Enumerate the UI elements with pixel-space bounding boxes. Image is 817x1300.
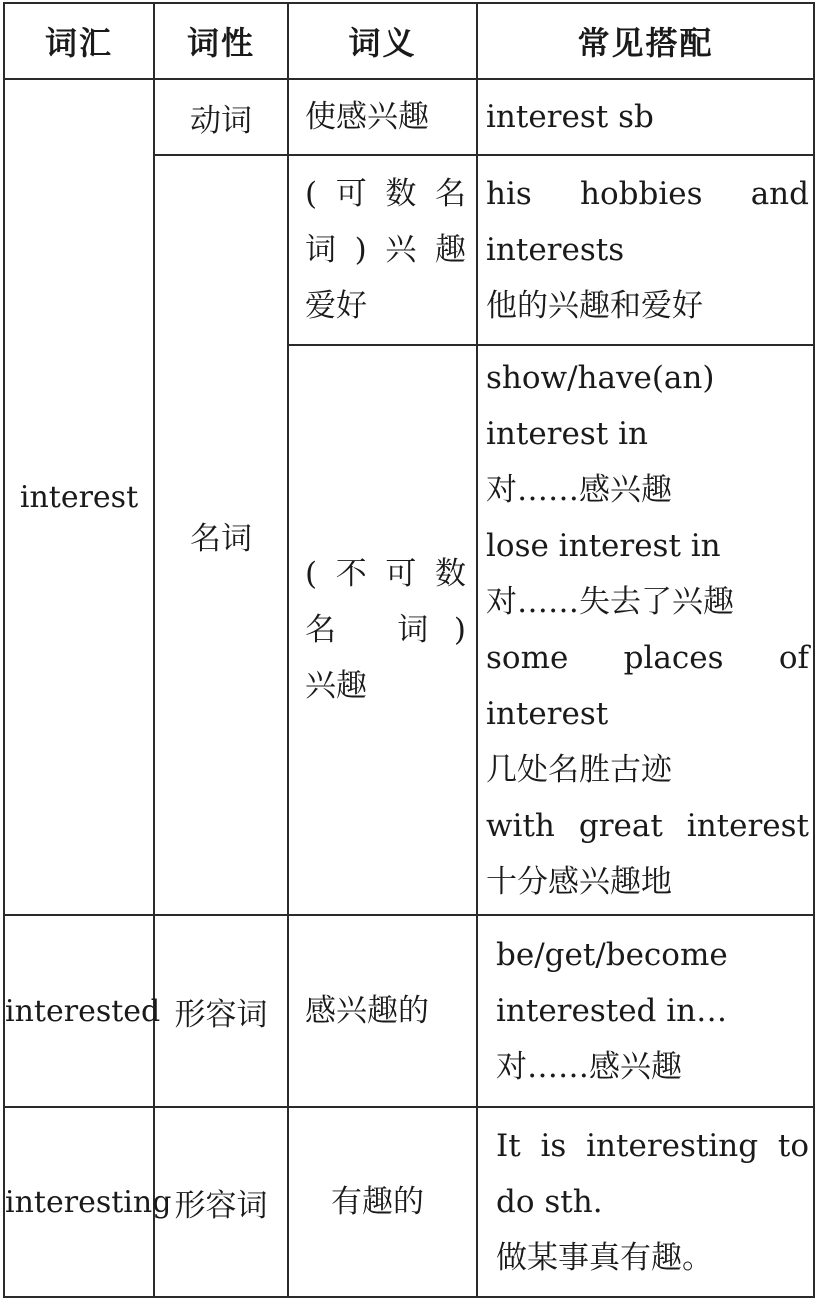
header-row xyxy=(4,3,814,79)
collocation-line: interest in xyxy=(486,416,648,452)
collocation-line: interested in… xyxy=(496,993,728,1029)
collocation-line: his hobbies and xyxy=(486,176,809,212)
part-of-speech-cell: 名词 xyxy=(154,155,288,915)
collocation-line: interest sb xyxy=(486,99,654,135)
meaning-line: 名 词) xyxy=(305,612,466,648)
header-meaning: 词义 xyxy=(288,3,477,79)
table-row xyxy=(4,915,814,1107)
collocation-cell xyxy=(477,345,814,915)
part-of-speech-cell: 形容词 xyxy=(154,1107,288,1297)
collocation-line: interest xyxy=(486,696,609,732)
meaning-line: 词)兴趣 xyxy=(305,232,466,268)
collocation-cell xyxy=(477,155,814,345)
vocabulary-table xyxy=(3,2,815,1298)
meaning-line: (不可数 xyxy=(305,556,466,592)
header-part-of-speech: 词性 xyxy=(154,3,288,79)
collocation-cell xyxy=(477,79,814,155)
collocation-line: 对……感兴趣 xyxy=(486,472,672,508)
part-of-speech-cell: 动词 xyxy=(154,79,288,155)
word-cell: interest xyxy=(4,79,154,915)
meaning-cell: 感兴趣的 xyxy=(288,915,477,1107)
collocation-line: lose interest in xyxy=(486,528,721,564)
header-word: 词汇 xyxy=(4,3,154,79)
collocation-line: 他的兴趣和爱好 xyxy=(486,288,703,324)
meaning-cell: 有趣的 xyxy=(288,1107,477,1297)
collocation-line: some places of xyxy=(486,640,809,676)
collocation-line: show/have(an) xyxy=(486,360,715,396)
collocation-cell xyxy=(477,915,814,1107)
meaning-cell: 使感兴趣 xyxy=(288,79,477,155)
meaning-cell xyxy=(288,155,477,345)
collocation-line: It is interesting to xyxy=(496,1128,809,1164)
collocation-cell xyxy=(477,1107,814,1297)
collocation-line: be/get/become xyxy=(496,937,728,973)
header-collocations: 常见搭配 xyxy=(477,3,814,79)
table-row xyxy=(4,79,814,155)
word-cell: interested xyxy=(4,915,154,1107)
collocation-line: do sth. xyxy=(496,1184,603,1220)
collocation-line: 做某事真有趣。 xyxy=(496,1240,713,1276)
collocation-line: interests xyxy=(486,232,625,268)
collocation-line: 对……感兴趣 xyxy=(496,1049,682,1085)
meaning-cell xyxy=(288,345,477,915)
meaning-line: 兴趣 xyxy=(305,668,367,704)
meaning-line: (可数名 xyxy=(305,176,466,212)
collocation-line: with great interest xyxy=(486,808,809,844)
part-of-speech-cell: 形容词 xyxy=(154,915,288,1107)
table-row xyxy=(4,1107,814,1297)
word-cell: interesting xyxy=(4,1107,154,1297)
collocation-line: 几处名胜古迹 xyxy=(486,752,672,788)
collocation-line: 对……失去了兴趣 xyxy=(486,584,734,620)
collocation-line: 十分感兴趣地 xyxy=(486,864,672,900)
meaning-line: 爱好 xyxy=(305,288,367,324)
